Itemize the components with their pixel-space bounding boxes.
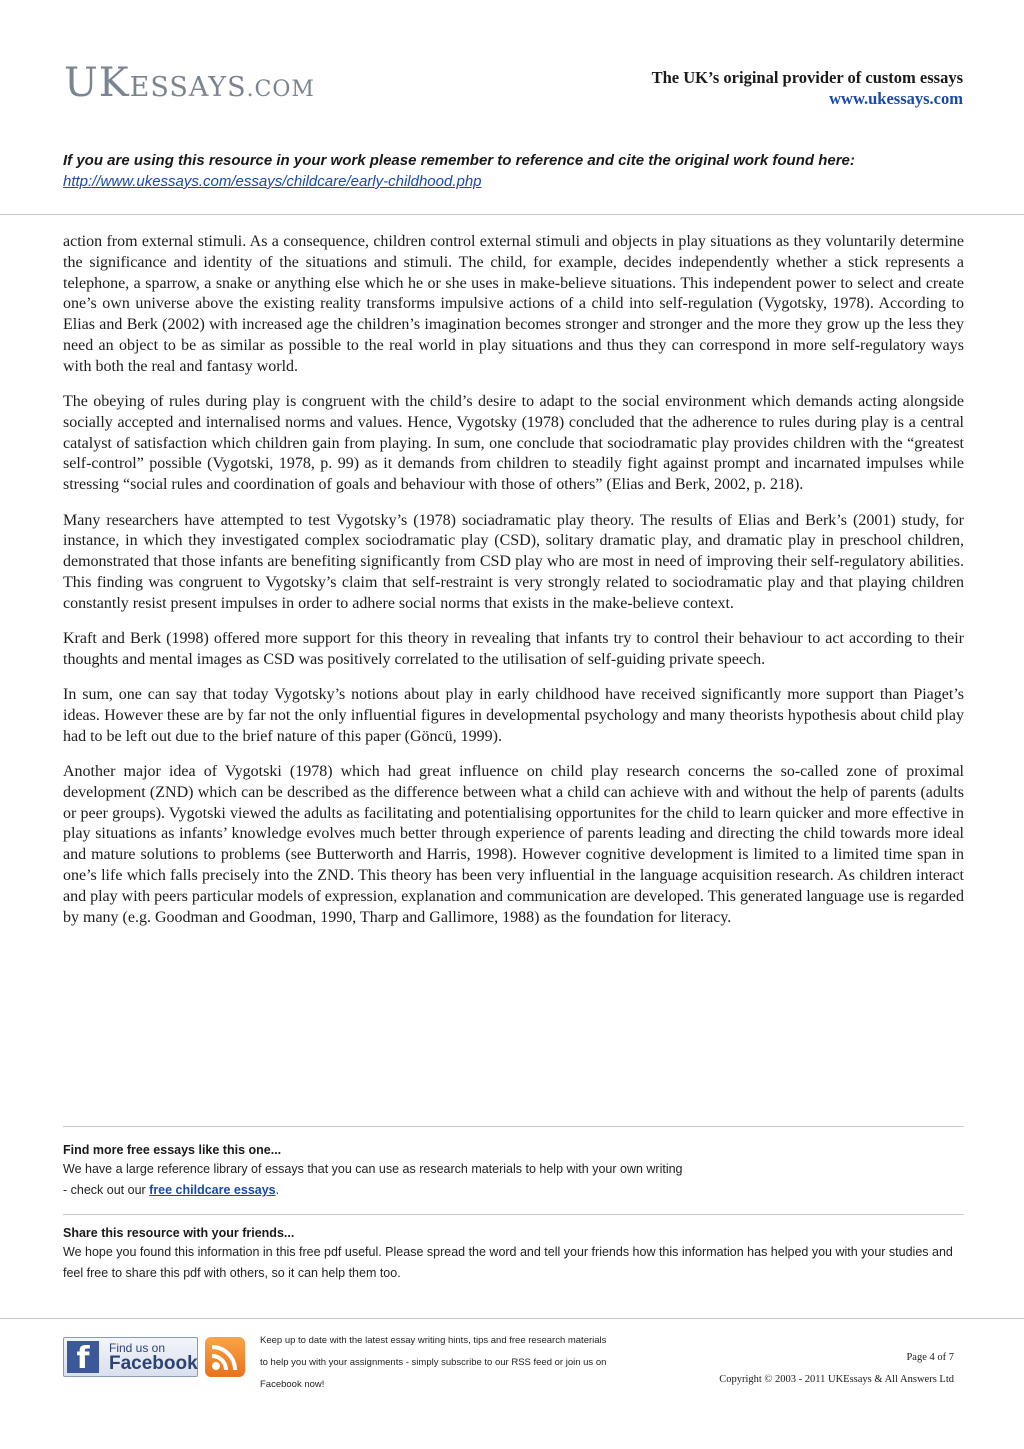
share-heading: Share this resource with your friends... [63, 1226, 295, 1240]
find-more-section [63, 1141, 964, 1201]
find-more-heading: Find more free essays like this one... [63, 1143, 282, 1157]
facebook-icon: f [67, 1341, 99, 1373]
reference-link[interactable]: http://www.ukessays.com/essays/childcare/early-childhood.php [63, 173, 482, 190]
paragraph: action from external stimuli. As a consequence, children control external stimuli and objects in play situations as they voluntarily determine the significance and identity of the situations and stimuli. The child, for example, decides independently whether a stick represents a telephone, a sparrow, a snake or anything else which he or she uses in make-believe situations. This independent power to select and create one’s own universe above the existing reality transforms impulsive actions of a child into self-regulation (Vygotsky, 1978). According to Elias and Berk (2002) with increased age the children’s imagination becomes stronger and stronger and the more they grow up the less they need an object to be as similar as possible to the real world in play situations and thus they can correspond in more self-regulatory ways with both the real and fantasy world. [63, 233, 964, 375]
find-more-cta: - check out our free childcare essays. [63, 1183, 280, 1197]
footer-divider-middle [63, 1214, 964, 1215]
footer-divider-bottom [0, 1318, 1024, 1319]
promo-line: Keep up to date with the latest essay writing hints, tips and free research materials [260, 1335, 607, 1346]
page-number: Page 4 of 7 [906, 1352, 954, 1363]
rss-icon[interactable] [205, 1337, 245, 1377]
facebook-find-label: Find us on [109, 1341, 166, 1355]
paragraph: Another major idea of Vygotski (1978) which had great influence on child play research concerns the so-called zone of proximal development (ZND) which can be described as the difference between what a child can achieve with and without the help of parents (adults or peer groups). Vygotski viewed the adults as facilitating and potentialising opportunites for the child to learn quicker and more effective in play situations as infants’ knowledge evolves much better through experience of parents leading and directing the child towards more ideal and mature solutions to problems (see Butterworth and Harris, 1998). However cognitive development is limited to a limited time span in one’s life which falls precisely into the ZND. This theory has been very influential in the language acquisition research. As children interact and play with peers particular models of expression, explanation and communication are developed. This generated language use is regarded by many (e.g. Goodman and Goodman, 1990, Tharp and Gallimore, 1988) as the foundation for literacy. [63, 763, 964, 926]
copyright: Copyright © 2003 - 2011 UKEssays & All Answers Ltd [719, 1374, 954, 1385]
paragraph: The obeying of rules during play is congruent with the child’s desire to adapt to the social environment which demands acting alongside socially accepted and internalised norms and values. Hence, Vygotsky (1978) concluded that the adherence to rules during play is a central catalyst of satisfaction which children gain from playing. In sum, one conclude that sociodramatic play provides children with the “greatest self-control” possible (Vygotski, 1978, p. 99) as it demands from children to steadily fight against prompt and incarnated impulses while stressing “social rules and coordination of goals and behaviour with those of others” (Elias and Berk, 2002, p. 218). [63, 393, 964, 494]
find-more-text: We have a large reference library of essays that you can use as research materials to help with your own writing [63, 1162, 683, 1176]
ukessays-logo[interactable]: UKESSAYS.COM [64, 60, 315, 106]
promo-line: Facebook now! [260, 1379, 325, 1390]
reference-notice [63, 150, 973, 192]
reference-notice-text: If you are using this resource in your work please remember to reference and cite the original work found here: [63, 152, 855, 169]
free-childcare-essays-link[interactable]: free childcare essays [149, 1183, 276, 1197]
tagline-text: The UK’s original provider of custom essays [651, 68, 963, 87]
essay-body [63, 232, 964, 943]
promo-line: to help you with your assignments - simply subscribe to our RSS feed or join us on [260, 1357, 607, 1368]
subscribe-promo [260, 1330, 660, 1396]
header-url-link[interactable]: www.ukessays.com [829, 89, 963, 108]
paragraph: Many researchers have attempted to test Vygotsky’s (1978) sociadramatic play theory. The results of Elias and Berk’s (2001) study, for instance, in which they investigated complex sociodramatic play (CSD), solitary dramatic play, and dramatic play in preschool children, demonstrated that those infants are benefiting significantly from CSD play who are most in need of improving their self-regulatory abilities. This finding was congruent to Vygotsky’s claim that self-restraint is very strongly related to sociodramatic play and that playing children constantly resist present impulses in order to adhere social norms that exists in the make-believe context. [63, 511, 964, 612]
paragraph: In sum, one can say that today Vygotsky’s notions about play in early childhood have received significantly more support than Piaget’s ideas. However these are by far not the only influential figures in developmental psychology and many theorists hypothesis about child play had to be left out due to the brief nature of this paper (Göncü, 1999). [63, 686, 964, 745]
facebook-label: Facebook [109, 1353, 198, 1374]
share-section [63, 1224, 964, 1284]
paragraph: Kraft and Berk (1998) offered more support for this theory in revealing that infants try to control their behaviour to act according to their thoughts and mental images as CSD was positively correlated to the utilisation of self-guiding private speech. [63, 630, 964, 668]
share-text: We hope you found this information in this free pdf useful. Please spread the word and tell your friends how this information has helped you with your studies and feel free to share this pdf with others, so it can help them too. [63, 1245, 953, 1280]
facebook-button[interactable] [63, 1337, 198, 1377]
header-divider [0, 214, 1024, 215]
footer-divider-top [63, 1126, 964, 1127]
header-tagline [652, 67, 963, 109]
